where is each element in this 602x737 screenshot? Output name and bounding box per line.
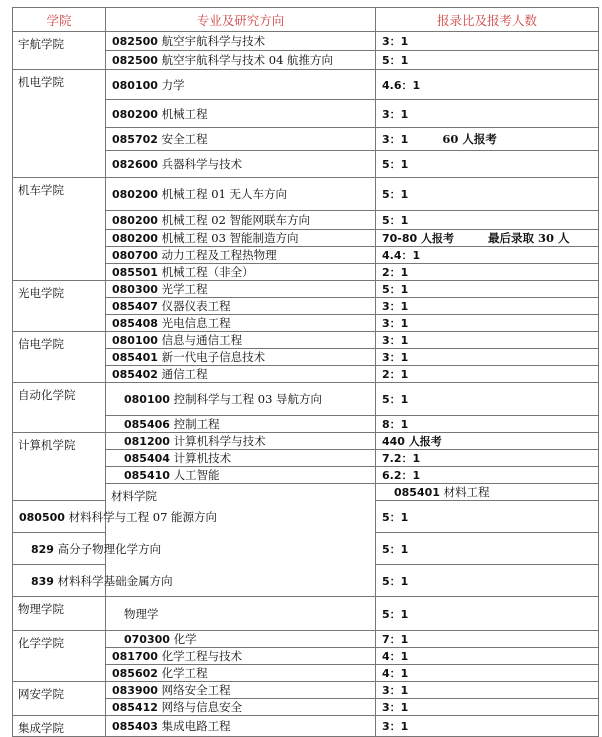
- major-name: 材料工程: [443, 485, 490, 499]
- ratio-value: 3：1: [382, 701, 409, 714]
- major-name: 力学: [161, 77, 185, 92]
- ratio-cell: [376, 665, 599, 682]
- ratio-value: 3：1: [382, 351, 409, 364]
- ratio-cell: [376, 383, 599, 416]
- table-row: [13, 70, 599, 100]
- major-name: 化学工程: [161, 666, 208, 680]
- major-cell: [106, 51, 376, 70]
- major-cell: [106, 70, 376, 100]
- major-code: 085404: [124, 452, 170, 465]
- major-code: 080200: [112, 188, 158, 201]
- major-name: 机械工程（非全）: [161, 265, 254, 279]
- major-code: 080200: [112, 214, 158, 227]
- ratio-value: 2：1: [382, 266, 409, 279]
- major-wrap: [382, 484, 490, 500]
- major-name: 光学工程: [161, 282, 208, 296]
- college-cell: 机电学院: [13, 70, 106, 178]
- ratio-value: 70-80 人报考: [382, 232, 455, 245]
- ratio-cell: [376, 51, 599, 70]
- ratio-value: 6.2：1: [382, 469, 421, 482]
- college-cell: 材料学院: [106, 484, 376, 597]
- ratio-value: 5：1: [382, 214, 409, 227]
- major-code: 080700: [112, 249, 158, 262]
- major-name: 机械工程: [161, 106, 208, 121]
- major-name: 集成电路工程: [161, 719, 231, 733]
- ratio-note: 60 人报考: [442, 132, 497, 146]
- ratio-value: 3：1: [382, 35, 409, 48]
- major-name: 航空宇航科学与技术 04 航推方向: [161, 53, 334, 67]
- major-cell: [106, 433, 376, 450]
- college-cell: 光电学院: [13, 281, 106, 332]
- major-wrap: [112, 649, 242, 663]
- ratio-note: 最后录取 30 人: [488, 231, 570, 245]
- major-wrap: [112, 606, 159, 622]
- college-cell: 物理学院: [13, 597, 106, 631]
- ratio-cell: [376, 716, 599, 737]
- ratio-value: 3：1: [382, 133, 409, 146]
- major-code: 081200: [124, 435, 170, 448]
- major-cell: [13, 565, 173, 597]
- ratio-value: 3：1: [382, 684, 409, 697]
- table-row: [13, 433, 599, 450]
- major-wrap: [19, 541, 161, 557]
- major-name: 航空宇航科学与技术: [161, 34, 266, 48]
- major-cell: [106, 416, 376, 433]
- major-wrap: [112, 333, 242, 347]
- major-cell: [106, 349, 376, 366]
- ratio-cell: [376, 450, 599, 467]
- ratio-value: 3：1: [382, 107, 409, 121]
- major-name: 化学: [173, 632, 197, 646]
- major-cell: [106, 383, 376, 416]
- major-code: 839: [31, 574, 54, 588]
- ratio-cell: [376, 597, 599, 631]
- college-cell: 化学学院: [13, 631, 106, 682]
- major-code: 080300: [112, 283, 158, 296]
- major-wrap: [112, 157, 242, 171]
- ratio-value: 3：1: [382, 720, 409, 733]
- major-cell: [106, 597, 376, 631]
- ratio-cell: [376, 100, 599, 128]
- major-code: 080100: [112, 334, 158, 347]
- ratio-value: 4.4：1: [382, 249, 421, 262]
- major-wrap: [112, 299, 231, 313]
- ratio-cell: [376, 682, 599, 699]
- college-cell: 宇航学院: [13, 32, 106, 70]
- ratio-value: 5：1: [382, 188, 409, 201]
- college-cell: 网安学院: [13, 682, 106, 716]
- table-row: [13, 716, 599, 737]
- major-wrap: [112, 132, 208, 146]
- major-wrap: [112, 213, 310, 227]
- major-cell: [106, 682, 376, 699]
- major-wrap: [112, 391, 322, 407]
- table-row: [13, 32, 599, 51]
- major-cell: [106, 631, 376, 648]
- ratio-cell: [376, 699, 599, 716]
- major-wrap: [19, 573, 173, 589]
- major-cell: [106, 716, 376, 737]
- major-cell: [106, 151, 376, 178]
- major-name: 网络安全工程: [161, 683, 231, 697]
- ratio-value: 2：1: [382, 368, 409, 381]
- major-name: 仪器仪表工程: [161, 299, 231, 313]
- college-cell: 信电学院: [13, 332, 106, 383]
- major-cell: [106, 178, 376, 211]
- major-cell: [106, 648, 376, 665]
- major-code: 080200: [112, 232, 158, 245]
- table-row: [13, 383, 599, 416]
- ratio-value: 5：1: [382, 283, 409, 296]
- ratio-cell: [376, 501, 599, 533]
- ratio-value: 440 人报考: [382, 435, 442, 448]
- major-wrap: [112, 107, 208, 121]
- ratio-cell: [376, 151, 599, 178]
- ratio-cell: [376, 332, 599, 349]
- major-name: 兵器科学与技术: [161, 157, 243, 171]
- major-wrap: [112, 265, 254, 279]
- major-name: 材料科学基础金属方向: [57, 573, 173, 588]
- major-code: 085408: [112, 317, 158, 330]
- major-name: 机械工程 02 智能网联车方向: [161, 213, 311, 227]
- major-name: 计算机技术: [173, 451, 232, 465]
- major-cell: [106, 264, 376, 281]
- table-row: [13, 332, 599, 349]
- major-name: 网络与信息安全: [161, 700, 243, 714]
- major-code: 080100: [112, 78, 158, 92]
- major-code: 085501: [112, 266, 158, 279]
- ratio-cell: [376, 281, 599, 298]
- major-code: 082500: [112, 54, 158, 67]
- ratio-cell: [376, 247, 599, 264]
- major-wrap: [112, 683, 231, 697]
- major-cell: [106, 467, 376, 484]
- ratio-value: 4.6：1: [382, 78, 421, 92]
- ratio-cell: [376, 366, 599, 383]
- major-cell: [106, 450, 376, 467]
- table-row: [13, 597, 599, 631]
- major-wrap: [112, 631, 197, 647]
- major-code: 080100: [124, 393, 170, 406]
- major-wrap: [112, 187, 287, 201]
- ratio-cell: [376, 648, 599, 665]
- major-name: 控制工程: [173, 417, 220, 431]
- header-college: 学院: [13, 8, 106, 32]
- major-name: 动力工程及工程热物理: [161, 248, 277, 262]
- major-wrap: [112, 416, 220, 432]
- table-row: [13, 178, 599, 211]
- major-cell: [106, 128, 376, 151]
- admission-ratio-table: [12, 7, 599, 737]
- ratio-cell: [376, 32, 599, 51]
- major-code: 080200: [112, 107, 158, 121]
- major-wrap: [112, 316, 231, 330]
- ratio-cell: [376, 70, 599, 100]
- major-name: 化学工程与技术: [161, 649, 243, 663]
- major-name: 安全工程: [161, 132, 208, 146]
- ratio-value: 5：1: [382, 158, 409, 171]
- ratio-cell: [376, 533, 599, 565]
- major-code: 085602: [112, 667, 158, 680]
- major-wrap: [112, 34, 265, 48]
- major-cell: [106, 281, 376, 298]
- major-wrap: [112, 367, 208, 381]
- major-code: 080500: [19, 510, 65, 524]
- major-code: 085402: [112, 368, 158, 381]
- major-name: 人工智能: [173, 468, 220, 482]
- college-cell: 计算机学院: [13, 433, 106, 501]
- major-cell: [106, 230, 376, 247]
- major-code: 085401: [112, 351, 158, 364]
- major-cell: [13, 533, 162, 565]
- major-cell: [106, 211, 376, 230]
- major-wrap: [112, 231, 299, 245]
- ratio-cell: [376, 298, 599, 315]
- major-wrap: [19, 510, 217, 524]
- table-row: [13, 631, 599, 648]
- major-wrap: [112, 248, 277, 262]
- ratio-value: 7：1: [382, 633, 409, 646]
- major-wrap: [112, 450, 231, 466]
- header-major: 专业及研究方向: [106, 8, 376, 32]
- major-wrap: [112, 53, 333, 67]
- major-cell: [106, 298, 376, 315]
- ratio-value: 3：1: [382, 334, 409, 347]
- major-name: 物理学: [124, 606, 159, 621]
- ratio-cell: [376, 178, 599, 211]
- major-code: 085401: [394, 486, 440, 499]
- ratio-value: 5：1: [382, 510, 409, 524]
- major-wrap: [112, 666, 208, 680]
- major-code: 085702: [112, 133, 158, 146]
- major-name: 通信工程: [161, 367, 208, 381]
- ratio-cell: [376, 264, 599, 281]
- table-header-row: [13, 8, 599, 32]
- major-code: 070300: [124, 633, 170, 646]
- major-wrap: [112, 719, 231, 733]
- major-cell: [106, 665, 376, 682]
- ratio-cell: [376, 433, 599, 450]
- ratio-value: 3：1: [382, 300, 409, 313]
- major-code: 082500: [112, 35, 158, 48]
- ratio-value: 5：1: [382, 54, 409, 67]
- major-cell: [106, 315, 376, 332]
- ratio-value: 3：1: [382, 317, 409, 330]
- major-cell: [106, 247, 376, 264]
- college-cell: 集成学院: [13, 716, 106, 737]
- ratio-cell: [376, 211, 599, 230]
- major-code: 085403: [112, 720, 158, 733]
- major-name: 新一代电子信息技术: [161, 350, 266, 364]
- major-cell: [376, 484, 599, 501]
- ratio-cell: [376, 315, 599, 332]
- major-cell: [106, 366, 376, 383]
- major-code: 829: [31, 542, 54, 556]
- ratio-cell: [376, 349, 599, 366]
- ratio-value: 5：1: [382, 607, 409, 621]
- table-row: [13, 281, 599, 298]
- college-cell: 自动化学院: [13, 383, 106, 433]
- major-name: 机械工程 03 智能制造方向: [161, 231, 299, 245]
- major-wrap: [112, 350, 265, 364]
- ratio-cell: [376, 631, 599, 648]
- major-cell: [106, 32, 376, 51]
- ratio-value: 7.2：1: [382, 452, 421, 465]
- major-cell: [106, 100, 376, 128]
- major-code: 082600: [112, 158, 158, 171]
- major-name: 控制科学与工程 03 导航方向: [173, 392, 323, 406]
- major-name: 信息与通信工程: [161, 333, 243, 347]
- major-code: 085412: [112, 701, 158, 714]
- major-name: 光电信息工程: [161, 316, 231, 330]
- major-name: 机械工程 01 无人车方向: [161, 187, 288, 201]
- major-name: 计算机科学与技术: [173, 434, 266, 448]
- ratio-value: 5：1: [382, 574, 409, 588]
- major-wrap: [112, 700, 242, 714]
- major-code: 081700: [112, 650, 158, 663]
- ratio-cell: [376, 467, 599, 484]
- major-wrap: [112, 467, 220, 483]
- major-wrap: [112, 282, 208, 296]
- ratio-cell: [376, 416, 599, 433]
- ratio-value: 4：1: [382, 650, 409, 663]
- table-row: [13, 682, 599, 699]
- major-wrap: [112, 433, 266, 449]
- header-ratio: 报录比及报考人数: [376, 8, 599, 32]
- college-cell: 机车学院: [13, 178, 106, 281]
- major-code: 085406: [124, 418, 170, 431]
- table-body: [13, 32, 599, 737]
- major-cell: [106, 332, 376, 349]
- ratio-cell: [376, 230, 599, 247]
- major-cell: [106, 699, 376, 716]
- ratio-value: 5：1: [382, 542, 409, 556]
- ratio-value: 5：1: [382, 393, 409, 406]
- major-code: 085407: [112, 300, 158, 313]
- ratio-value: 8：1: [382, 418, 409, 431]
- major-wrap: [112, 78, 185, 92]
- major-name: 高分子物理化学方向: [57, 541, 162, 556]
- ratio-value: 4：1: [382, 667, 409, 680]
- major-code: 085410: [124, 469, 170, 482]
- ratio-cell: [376, 565, 599, 597]
- major-name: 材料科学与工程 07 能源方向: [68, 509, 218, 524]
- ratio-cell: [376, 128, 599, 151]
- major-cell: [13, 501, 218, 533]
- major-code: 083900: [112, 684, 158, 697]
